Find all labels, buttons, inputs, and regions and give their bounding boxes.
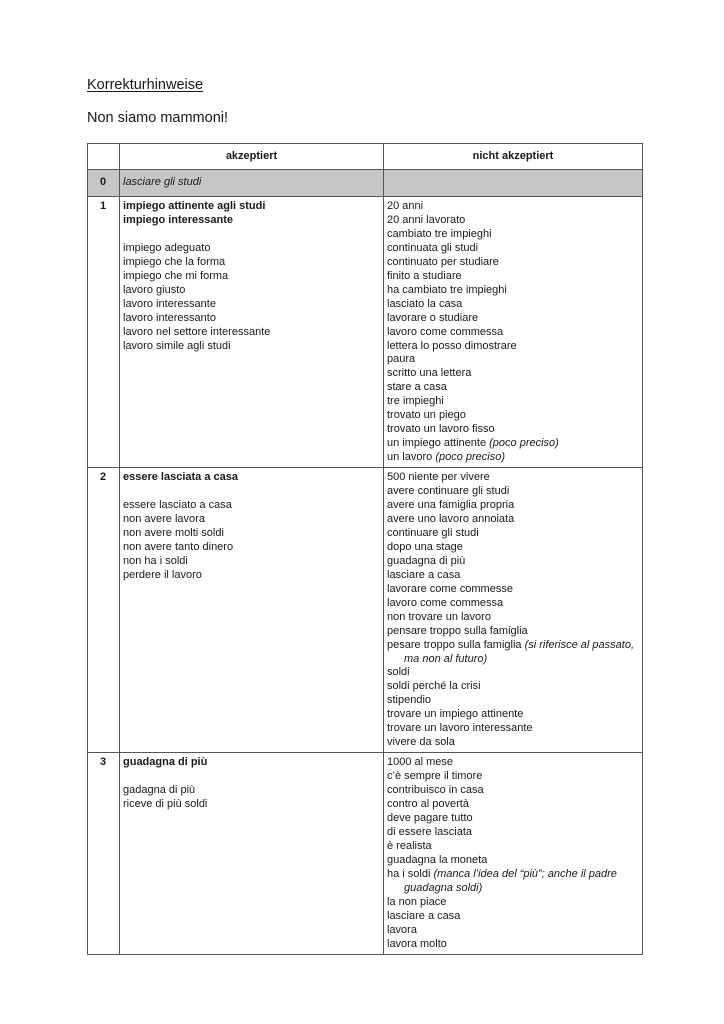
rejected-answer: trovato un lavoro fisso xyxy=(387,423,495,436)
rejected-answer: soldi perché la crisi xyxy=(387,680,481,693)
table-row xyxy=(88,468,643,753)
rejected-answer: di essere lasciata xyxy=(387,825,472,838)
rejected-answer: lasciato la casa xyxy=(387,297,463,310)
main-answer: essere lasciata a casa xyxy=(123,471,238,484)
rejected-cell xyxy=(384,468,643,753)
document-subtitle: Non siamo mammoni! xyxy=(87,110,229,126)
accepted-answer: lavoro interessanto xyxy=(123,311,216,324)
rejected-answer: deve pagare tutto xyxy=(387,811,473,824)
table-row xyxy=(88,197,643,468)
rejected-answer: trovare un impiego attinente xyxy=(387,708,524,721)
rejected-answer: lasciare a casa xyxy=(387,909,461,922)
rejected-answer: vivere da sola xyxy=(387,736,455,749)
rejected-answer: 20 anni lavorato xyxy=(387,213,466,226)
rejected-answer: soldi xyxy=(387,666,410,679)
row-number: 1 xyxy=(88,197,120,468)
header-accepted: akzeptiert xyxy=(120,144,384,170)
rejected-answer: c’è sempre il timore xyxy=(387,770,483,783)
example-answer xyxy=(120,170,384,197)
accepted-answer: impiego che mi forma xyxy=(123,269,229,282)
example-empty-cell xyxy=(384,170,643,197)
main-answer: guadagna di più xyxy=(123,756,208,769)
rejected-answer: lavora molto xyxy=(387,937,447,950)
rejected-answer: guadagna la moneta xyxy=(387,853,488,866)
rejected-answer: stipendio xyxy=(387,694,432,707)
example-row xyxy=(88,170,643,197)
accepted-answer: gadagna di più xyxy=(123,784,196,797)
accepted-answer: lavoro nel settore interessante xyxy=(123,325,271,338)
rejected-answer: lavorare come commesse xyxy=(387,582,513,595)
rejected-answer: 20 anni xyxy=(387,200,424,212)
example-text: lasciare gli studi xyxy=(123,176,202,189)
rejected-answer: tre impieghi xyxy=(387,395,444,408)
rejected-answer: cambiato tre impieghi xyxy=(387,227,492,240)
accepted-answer: non avere lavora xyxy=(123,512,205,525)
accepted-cell xyxy=(120,468,384,753)
annotation-note: (poco preciso) xyxy=(435,451,506,464)
rejected-answer: la non piace xyxy=(387,895,447,908)
rejected-answer: lavoro come commessa xyxy=(387,596,504,609)
accepted-answer: non avere tanto dinero xyxy=(123,540,234,553)
accepted-answer: riceve di più soldi xyxy=(123,798,208,811)
rejected-answer: continuato per studiare xyxy=(387,255,499,268)
rejected-cell xyxy=(384,753,643,954)
rejected-answer: dopo una stage xyxy=(387,540,463,553)
rejected-answer: 500 niente per vivere xyxy=(387,471,490,484)
rejected-answer-annotated: ha i soldi (manca l’idea del “più”; anche il padre guadagna soldi) xyxy=(387,867,617,894)
correction-table xyxy=(87,143,643,955)
accepted-answer: lavoro giusto xyxy=(123,283,186,296)
table-row xyxy=(88,753,643,954)
rejected-answer: lavorare o studiare xyxy=(387,311,479,324)
rejected-answer-annotated: pesare troppo sulla famiglia (si riferisce al passato, ma non al futuro) xyxy=(387,638,635,665)
rejected-answer: avere una famiglia propria xyxy=(387,499,515,512)
rejected-answer: lasciare a casa xyxy=(387,568,461,581)
rejected-answer: è realista xyxy=(387,839,432,852)
rejected-answer: lavora xyxy=(387,923,417,936)
accepted-answer: impiego adeguato xyxy=(123,241,211,254)
rejected-answer: contribuisco in casa xyxy=(387,784,484,797)
accepted-answer: lavoro simile agli studi xyxy=(123,339,231,352)
rejected-answer: scritto una lettera xyxy=(387,367,472,380)
rejected-answer: finito a studiare xyxy=(387,269,462,282)
table-header-row xyxy=(88,144,643,170)
accepted-answer: non ha i soldi xyxy=(123,554,188,567)
header-rejected: nicht akzeptiert xyxy=(384,144,643,170)
rejected-answer: paura xyxy=(387,353,416,366)
rejected-answer: trovare un lavoro interessante xyxy=(387,722,533,735)
annotation-note: (si riferisce al passato, ma non al futuro) xyxy=(404,638,635,665)
rejected-answer: lavoro come commessa xyxy=(387,325,504,338)
accepted-answer: non avere molti soldi xyxy=(123,526,224,539)
rejected-cell xyxy=(384,197,643,468)
rejected-answer: non trovare un lavoro xyxy=(387,610,491,623)
rejected-answer: ha cambiato tre impieghi xyxy=(387,283,507,296)
rejected-answer-annotated: un impiego attinente (poco preciso) xyxy=(387,437,559,450)
annotation-note: (manca l’idea del “più”; anche il padre guadagna soldi) xyxy=(404,867,617,894)
accepted-answer: impiego che la forma xyxy=(123,255,226,268)
header-number-cell xyxy=(88,144,120,170)
accepted-answer: essere lasciato a casa xyxy=(123,499,232,511)
rejected-answer: avere continuare gli studi xyxy=(387,485,510,498)
rejected-answer: continuare gli studi xyxy=(387,526,479,539)
rejected-answer: continuata gli studi xyxy=(387,241,479,254)
rejected-answer: pensare troppo sulla famiglia xyxy=(387,624,528,637)
accepted-cell xyxy=(120,753,384,954)
annotation-note: (poco preciso) xyxy=(489,437,559,450)
rejected-answer: trovato un piego xyxy=(387,409,466,422)
example-number: 0 xyxy=(88,170,120,197)
accepted-answer: lavoro interessante xyxy=(123,297,216,310)
rejected-answer-annotated: un lavoro (poco preciso) xyxy=(387,451,506,464)
rejected-answer: stare a casa xyxy=(387,381,447,394)
rejected-answer: contro al povertà xyxy=(387,798,469,811)
accepted-answer: perdere il lavoro xyxy=(123,568,202,581)
page-title: Korrekturhinweise xyxy=(87,77,204,93)
rejected-answer: lettera lo posso dimostrare xyxy=(387,339,517,352)
main-answer: impiego attinente agli studi xyxy=(123,200,266,212)
row-number: 2 xyxy=(88,468,120,753)
rejected-answer: 1000 al mese xyxy=(387,756,454,769)
accepted-cell xyxy=(120,197,384,468)
row-number: 3 xyxy=(88,753,120,954)
main-answer: impiego interessante xyxy=(123,213,234,226)
rejected-answer: avere uno lavoro annoiata xyxy=(387,512,515,525)
rejected-answer: guadagna di più xyxy=(387,554,466,567)
